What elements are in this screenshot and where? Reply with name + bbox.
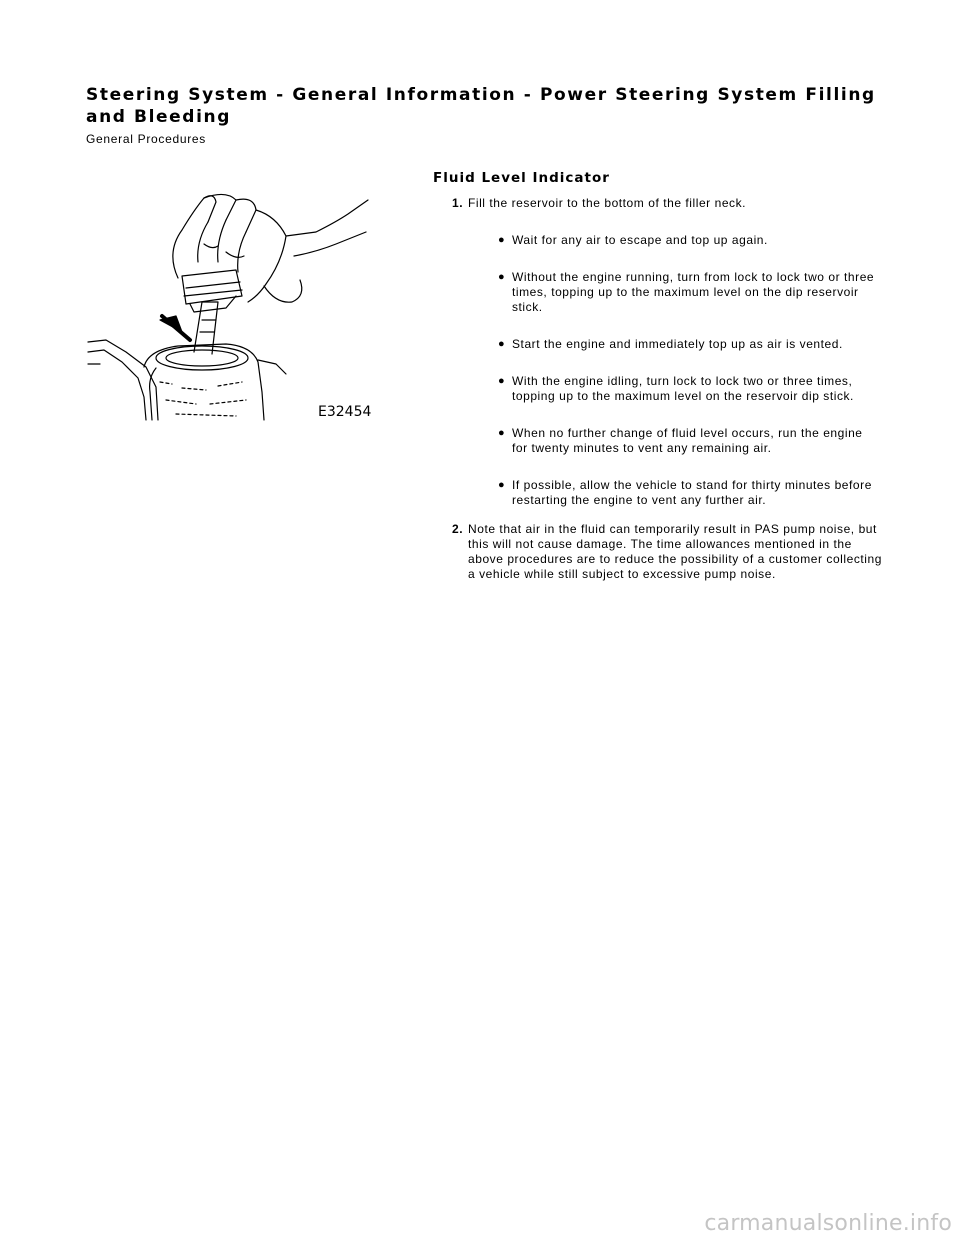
page-title: Steering System - General Information - Power Steering System Filling and Bleeding [86,85,876,127]
step-text: Fill the reservoir to the bottom of the filler neck. [468,196,747,210]
list-item [468,337,882,352]
bullet-text: Start the engine and immediately top up as air is vented. [512,337,843,351]
list-item [468,270,882,315]
step-text: Note that air in the fluid can temporarily result in PAS pump noise, but this will not cause damage. The time allowances mentioned in the above procedures are to reduce the possibility of a customer collecting a vehicle while still subject to excessive pump noise. [468,522,882,581]
step-number: 1. [452,196,464,210]
watermark: carmanualsonline.info [704,1211,952,1236]
bullet-icon: ● [498,234,506,246]
bullet-icon: ● [498,479,506,491]
list-item [468,426,882,456]
bullet-text: When no further change of fluid level occurs, run the engine for twenty minutes to vent any remaining air. [512,426,863,455]
bullet-text: Without the engine running, turn from lock to lock two or three times, topping up to the maximum level on the dip reservoir stick. [512,270,875,314]
procedure-step-2 [452,522,882,582]
bullet-text: Wait for any air to escape and top up again. [512,233,768,247]
bullet-icon: ● [498,271,506,283]
procedure-step-1 [452,196,882,508]
procedure-steps [452,196,882,582]
bullet-text: With the engine idling, turn lock to lock two or three times, topping up to the maximum level on the reservoir dip stick. [512,374,854,403]
figure-label: E32454 [318,404,372,420]
page-subtitle: General Procedures [86,132,206,146]
list-item [468,478,882,508]
list-item [468,233,882,248]
step-number: 2. [452,522,464,536]
reservoir-illustration [86,192,396,422]
section-title: Fluid Level Indicator [433,170,610,186]
bullet-icon: ● [498,375,506,387]
step-1-bullets [468,233,882,508]
list-item [468,374,882,404]
bullet-text: If possible, allow the vehicle to stand for thirty minutes before restarting the engine to vent any further air. [512,478,872,507]
bullet-icon: ● [498,427,506,439]
bullet-icon: ● [498,338,506,350]
